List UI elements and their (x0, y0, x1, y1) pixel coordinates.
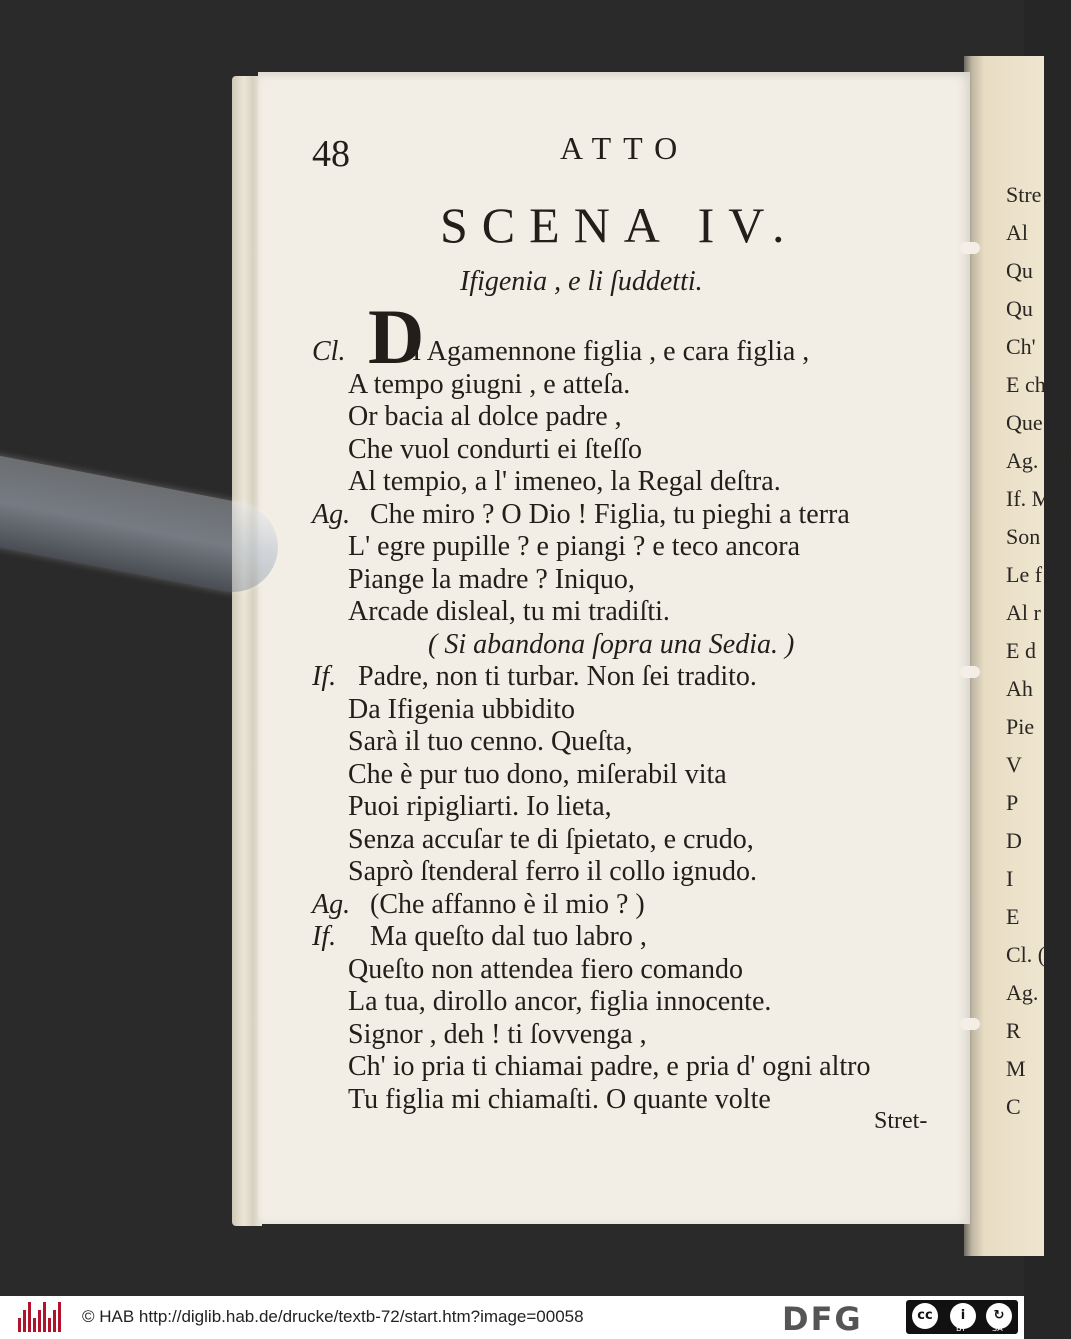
speaker-label: Cl. (312, 336, 346, 367)
verse-line: Da Ifigenia ubbidito (348, 693, 576, 725)
next-page-fragment: C (1006, 1094, 1021, 1119)
verse-line: Al tempio, a l' imeneo, la Regal deſtra. (348, 466, 781, 497)
speaker-label: If. (312, 661, 337, 692)
next-page-fragment: D (1006, 828, 1022, 853)
verse-line: Ma queſto dal tuo labro , (370, 921, 647, 952)
verse-line: Sarà il tuo cenno. Queſta, (348, 726, 633, 757)
catchword: Stret- (874, 1108, 928, 1134)
drop-cap: D (368, 293, 425, 380)
footer-bar (0, 1296, 1024, 1339)
verse-line: Padre, non ti turbar. Non ſei tradito. (358, 661, 757, 692)
page-number: 48 (312, 133, 350, 175)
speaker-label: Ag. (312, 498, 351, 530)
verse-line: La tua, dirollo ancor, figlia innocente. (348, 986, 772, 1017)
verse-line: ( Si abandona ſopra una Sedia. ) (428, 628, 795, 660)
verse-line: Piange la madre ? Iniquo, (348, 563, 635, 595)
hab-logo-bar (28, 1302, 31, 1332)
sa-icon: ↻ (986, 1303, 1012, 1329)
next-page-fragment: Ah (1006, 676, 1033, 701)
next-page-fragment: Stre (1006, 182, 1042, 207)
next-page-edge (964, 56, 1071, 1256)
stitch-mark (960, 242, 980, 254)
sa-label: SA (992, 1324, 1003, 1333)
next-page-fragment: Cl. ( (1006, 942, 1046, 967)
next-page-fragment: Qu (1006, 296, 1033, 321)
verse-line: I Agamennone figlia , e cara figlia , (412, 336, 810, 367)
stitch-mark (960, 1018, 980, 1030)
verse-line: Che miro ? O Dio ! Figlia, tu pieghi a terra (370, 498, 850, 530)
next-page-fragment: V (1006, 752, 1022, 777)
verse-line: Che vuol condurti ei ſteſſo (348, 433, 642, 465)
next-page-fragment: Son (1006, 524, 1041, 549)
next-page-fragment: Ag. (M (1006, 448, 1071, 473)
verse-line: L' egre pupille ? e piangi ? e teco ancora (348, 531, 801, 562)
verse-line: (Che affanno è il mio ? ) (370, 888, 645, 920)
hab-logo-bar (23, 1310, 26, 1332)
next-page-fragment: Pie (1006, 714, 1035, 739)
next-page-fragment: If. Ma (1006, 486, 1061, 511)
verse-line: A tempo giugni , e atteſa. (348, 368, 631, 400)
hab-logo-icon (18, 1302, 64, 1332)
verse-line: Ch' io pria ti chiamai padre, e pria d' ogni altro (348, 1051, 871, 1082)
verse-line: Senza accuſar te di ſpietato, e crudo, (348, 823, 754, 855)
verse-line: Che è pur tuo dono, miſerabil vita (348, 758, 727, 790)
next-page-fragment: Qu (1006, 258, 1033, 283)
verse-line: Tu figlia mi chiamaſti. O quante volte (348, 1083, 771, 1115)
verse-line: Arcade disleal, tu mi tradiſti. (348, 596, 670, 627)
stitch-mark (960, 666, 980, 678)
hab-logo-bar (48, 1318, 51, 1332)
next-page-fragment: E d (1006, 638, 1036, 663)
verse-line: Saprò ſtenderal ferro il collo ignudo. (348, 856, 757, 887)
dfg-logo: DFG (782, 1300, 863, 1338)
next-page-fragment: E ch (1006, 372, 1046, 397)
hab-logo-bar (58, 1302, 61, 1332)
verse-line: Queſto non attendea fiero comando (348, 953, 743, 985)
cc-icon: cc (912, 1303, 938, 1329)
verse-line: Or bacia al dolce padre , (348, 401, 622, 432)
next-page-fragment: Le f (1006, 562, 1043, 587)
next-page-fragment: Que (1006, 410, 1043, 435)
scene-persons: Ifigenia , e li ſuddetti. (460, 266, 703, 297)
verse-line: Puoi ripigliarti. Io lieta, (348, 791, 612, 822)
next-page-fragment: I (1006, 866, 1014, 891)
next-page-fragment: Al r (1006, 600, 1041, 625)
next-page-fragment: R (1006, 1018, 1021, 1043)
next-page-fragment: Ag. (1006, 980, 1039, 1005)
next-page-fragment: P (1006, 790, 1019, 815)
hab-logo-bar (33, 1318, 36, 1332)
hab-logo-bar (43, 1302, 46, 1332)
next-page-fragment: M (1006, 1056, 1026, 1081)
hab-logo-bar (53, 1310, 56, 1332)
by-label: BY (956, 1324, 966, 1333)
hab-logo-bar (38, 1310, 41, 1332)
next-page-fragment: Ch' (1006, 334, 1036, 359)
next-page-fragment: E (1006, 904, 1020, 929)
next-page-fragment: Al (1006, 220, 1028, 245)
footer-citation[interactable]: © HAB http://diglib.hab.de/drucke/textb-72/start.htm?image=00058 (82, 1307, 584, 1326)
speaker-label: If. (312, 921, 337, 952)
scene-title: SCENA IV. (440, 197, 799, 253)
hab-logo-bar (18, 1318, 21, 1332)
running-head: ATTO (560, 130, 690, 166)
verse-line: Signor , deh ! ti ſovvenga , (348, 1018, 647, 1050)
by-icon: i (950, 1303, 976, 1329)
speaker-label: Ag. (312, 888, 351, 920)
cc-license-badge[interactable] (906, 1300, 1018, 1334)
